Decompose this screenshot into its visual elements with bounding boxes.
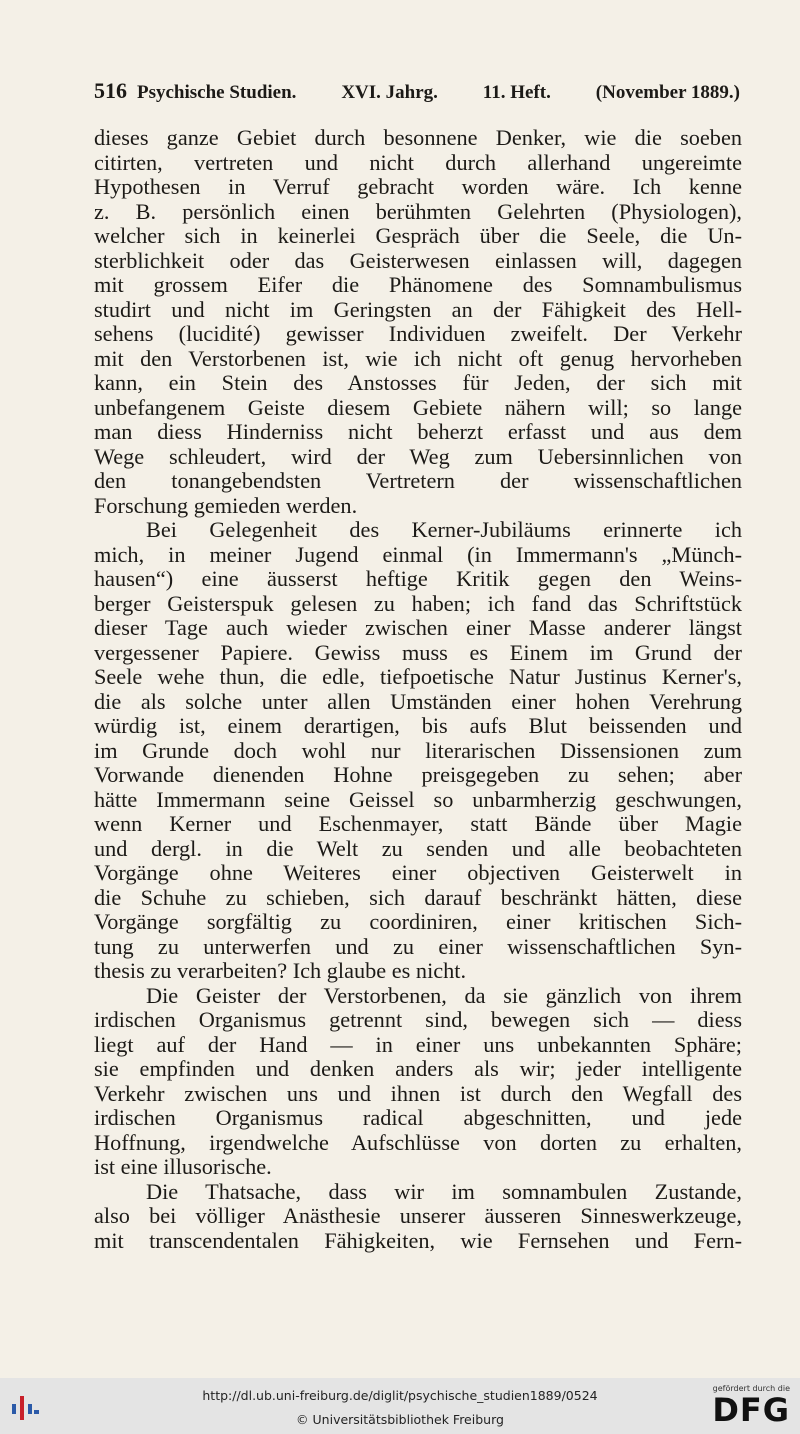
issue-date: (November 1889.) [595,82,740,103]
text-line: mit den Verstorbenen ist, wie ich nicht oft genug hervorheben [94,345,742,371]
viewer-footer [0,1378,800,1434]
text-line: Vorwande dienenden Hohne preisgegeben zu sehen; aber [94,762,742,787]
text-line: im Grunde doch wohl nur literarischen Dissensionen zum [94,737,742,763]
text-line: den tonangebendsten Vertretern der wissenschaftlichen [94,468,742,493]
text-line: die als solche unter allen Umständen einer hohen Verehrung [94,688,742,714]
text-line: und dergl. in die Welt zu senden und alle beobachteten [94,835,742,861]
journal-title: Psychische Studien. [137,82,297,103]
text-line: irdischen Organismus radical abgeschnitten, und jede [94,1105,742,1130]
text-line: würdig ist, einem derartigen, bis aufs Blut beissenden und [94,713,742,738]
text-line: also bei völliger Anästhesie unserer äusseren Sinneswerkzeuge, [94,1203,742,1228]
text-line: z. B. persönlich einen berühmten Gelehrten (Physiologen), [94,198,742,224]
copyright-notice: © Universitätsbibliothek Freiburg [296,1412,504,1427]
text-line: hätte Immermann seine Geissel so unbarmherzig geschwungen, [94,786,742,812]
text-line: Wege schleudert, wird der Weg zum Uebersinnlichen von [94,443,742,469]
text-line: Die Thatsache, dass wir im somnambulen Zustande, [146,1178,742,1204]
text-line: sie empfinden und denken anders als wir; jeder intelligente [94,1056,742,1081]
text-line: berger Geisterspuk gelesen zu haben; ich fand das Schriftstück [94,590,742,616]
volume-label: XVI. Jahrg. [341,82,438,103]
dfg-funding-logo [700,1384,790,1427]
text-line: sehens (lucidité) gewisser Individuen zweifelt. Der Verkehr [94,321,742,346]
text-line: Verkehr zwischen uns und ihnen ist durch den Wegfall des [94,1080,742,1106]
text-line: thesis zu verarbeiten? Ich glaube es nicht. [94,958,467,983]
dfg-logo-icon: DFG [712,1391,790,1429]
text-line: ist eine illusorische. [94,1154,272,1179]
page-number: 516 [94,78,127,103]
text-line: kann, ein Stein des Anstosses für Jeden, der sich mit [94,370,742,395]
text-line: studirt und nicht im Geringsten an der Fähigkeit des Hell- [94,296,742,322]
dfg-caption: gefördert durch die [712,1384,790,1393]
body-text [94,126,742,1253]
text-line: irdischen Organismus getrennt sind, bewegen sich — diess [94,1007,742,1032]
text-line: unbefangenem Geiste diesem Gebiete nähern will; so lange [94,394,742,420]
text-line: Hypothesen in Verruf gebracht worden wäre. Ich kenne [94,174,742,199]
text-line: dieser Tage auch wieder zwischen einer Masse anderer längst [94,615,742,640]
text-line: Bei Gelegenheit des Kerner-Jubiläums erinnerte ich [146,517,742,542]
text-line: liegt auf der Hand — in einer uns unbekannten Sphäre; [94,1031,742,1057]
text-line: Hoffnung, irgendwelche Aufschlüsse von dorten zu erhalten, [94,1129,742,1155]
text-line: Vorgänge ohne Weiteres einer objectiven Geisterwelt in [94,860,742,885]
issue-label: 11. Heft. [482,82,551,103]
text-line: hausen“) eine äusserst heftige Kritik gegen den Weins- [94,566,742,591]
text-line: man diess Hinderniss nicht beherzt erfasst und aus dem [94,419,742,444]
text-line: Die Geister der Verstorbenen, da sie gänzlich von ihrem [146,982,742,1008]
source-url-link[interactable]: http://dl.ub.uni-freiburg.de/diglit/psychische_studien1889/0524 [202,1388,598,1403]
text-line: Seele wehe thun, die edle, tiefpoetische Natur Justinus Kerner's, [94,664,742,689]
text-line: Vorgänge sorgfältig zu coordiniren, einer kritischen Sich- [94,909,742,934]
running-header [94,78,740,104]
text-line: mit transcendentalen Fähigkeiten, wie Fernsehen und Fern- [94,1227,742,1253]
text-line: mit grossem Eifer die Phänomene des Somnambulismus [94,272,742,297]
text-line: citirten, vertreten und nicht durch allerhand ungereimte [94,149,742,175]
text-line: wenn Kerner und Eschenmayer, statt Bände über Magie [94,811,742,836]
text-line: die Schuhe zu schieben, sich darauf beschränkt hätten, diese [94,884,742,910]
text-line: welcher sich in keinerlei Gespräch über die Seele, die Un- [94,223,742,248]
text-line: Forschung gemieden werden. [94,492,358,518]
text-line: mich, in meiner Jugend einmal (in Immermann's „Münch- [94,541,742,567]
text-line: tung zu unterwerfen und zu einer wissenschaftlichen Syn- [94,933,742,959]
text-line: sterblichkeit oder das Geisterwesen einlassen will, dagegen [94,247,742,273]
text-line: vergessener Papiere. Gewiss muss es Einem im Grund der [94,639,742,665]
text-line: dieses ganze Gebiet durch besonnene Denker, wie die soeben [94,125,742,150]
